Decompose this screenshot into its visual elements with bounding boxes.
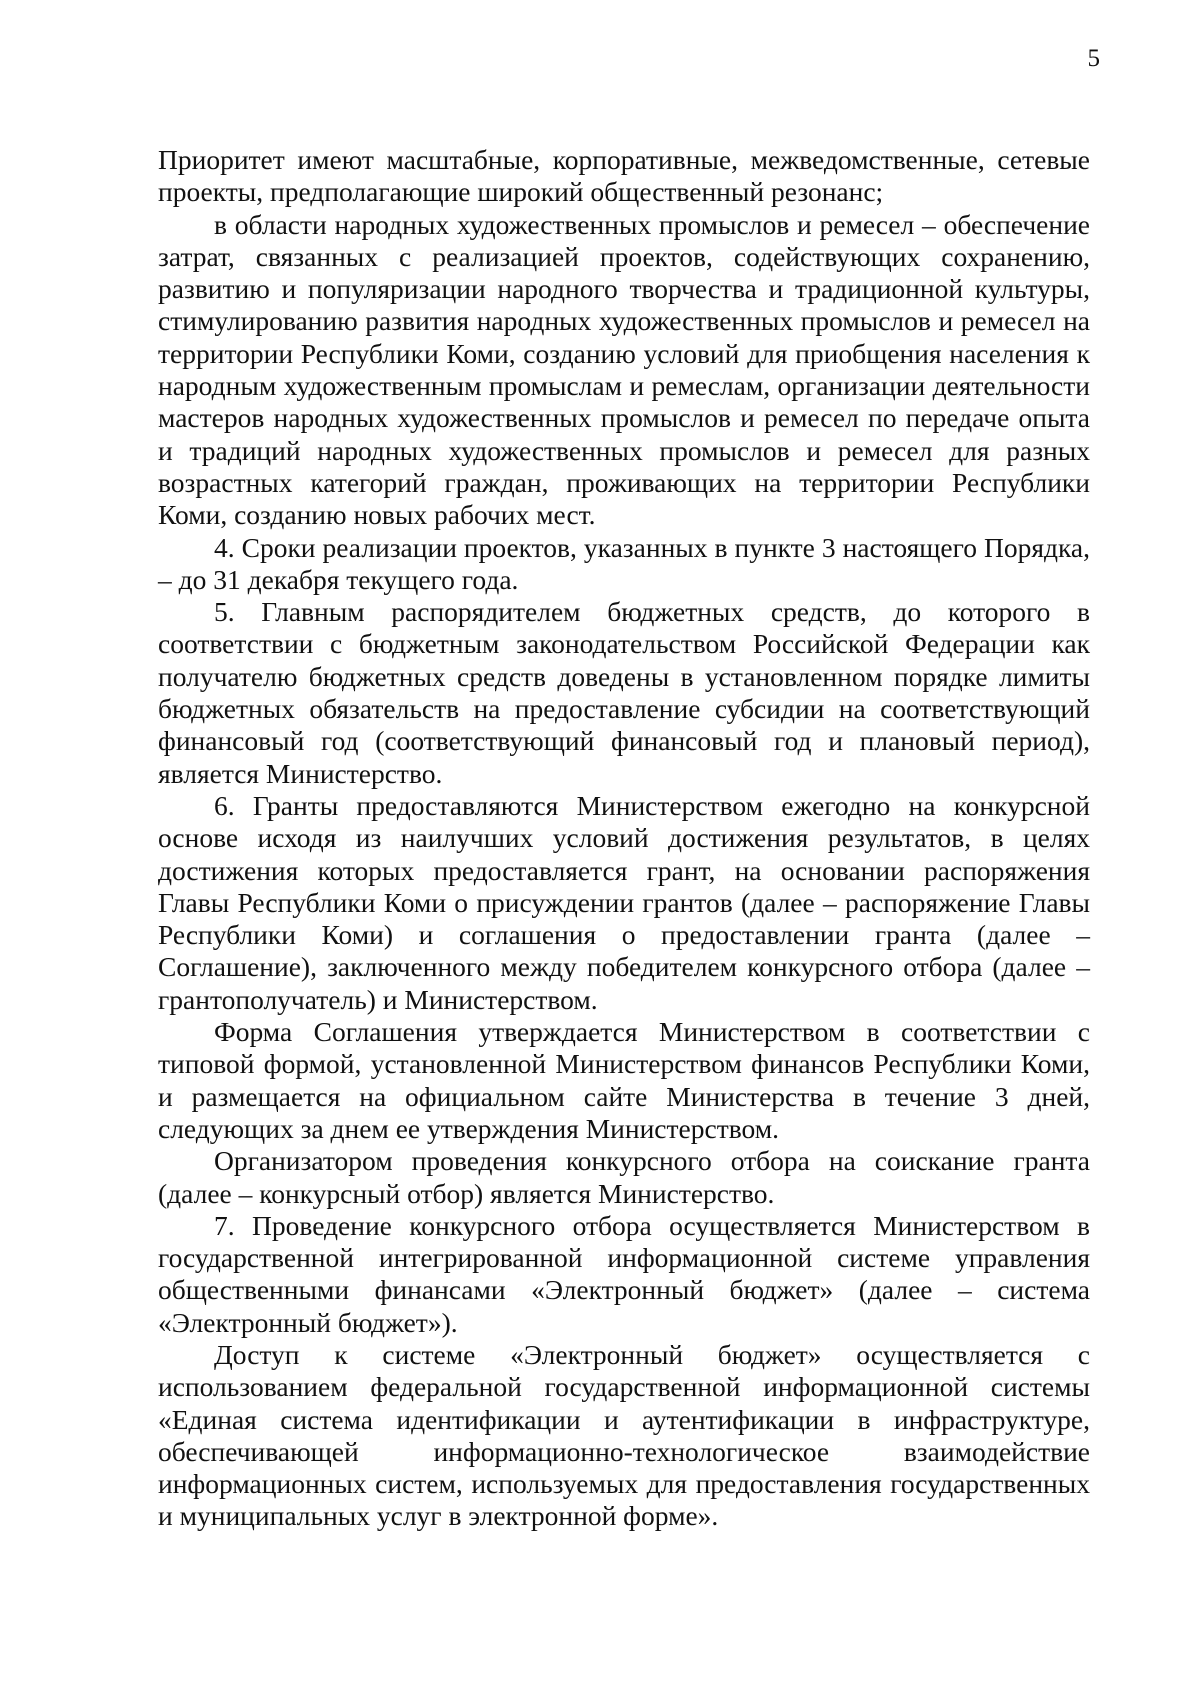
paragraph-item-5: 5. Главным распорядителем бюджетных средств, до которого в соответствии с бюджетным законодательством Российской Федерации как получателю бюджетных средств доведены в установленном порядке лимиты бюджетных обязательств на предоставление субсидии на соответствующий финансовый год (соответствующий финансовый год и плановый период), является Министерство. — [158, 596, 1090, 789]
paragraph-item-6: 6. Гранты предоставляются Министерством ежегодно на конкурсной основе исходя из наилучших условий достижения результатов, в целях достижения которых предоставляется грант, на основании распоряжения Главы Республики Коми о присуждении грантов (далее – распоряжение Главы Республики Коми) и соглашения о предоставлении гранта (далее – Соглашение), заключенного между победителем конкурсного отбора (далее – грантополучатель) и Министерством. — [158, 789, 1090, 1015]
paragraph-crafts: в области народных художественных промыслов и ремесел – обеспечение затрат, связанных с реализацией проектов, содействующих сохранению, развитию и популяризации народного творчества и традиционной культуры, стимулированию развития народных художественных промыслов и ремесел на территории Республики Коми, созданию условий для приобщения населения к народным художественным промыслам и ремеслам, организации деятельности мастеров народных художественных промыслов и ремесел по передаче опыта и традиций народных художественных промыслов и ремесел для разных возрастных категорий граждан, проживающих на территории Республики Коми, созданию новых рабочих мест. — [158, 208, 1090, 531]
paragraph-access: Доступ к системе «Электронный бюджет» осуществляется с использованием федеральной государственной информационной системы «Единая система идентификации и аутентификации в инфраструктуре, обеспечивающей информационно-технологическое взаимодействие информационных систем, используемых для предоставления государственных и муниципальных услуг в электронной форме». — [158, 1338, 1090, 1532]
document-body — [158, 144, 1090, 1533]
paragraph-organizer: Организатором проведения конкурсного отбора на соискание гранта (далее – конкурсный отбор) является Министерство. — [158, 1145, 1090, 1209]
paragraph-agreement-form: Форма Соглашения утверждается Министерством в соответствии с типовой формой, установленной Министерством финансов Республики Коми, и размещается на официальном сайте Министерства в течение 3 дней, следующих за днем ее утверждения Министерством. — [158, 1016, 1090, 1144]
paragraph-item-7: 7. Проведение конкурсного отбора осуществляется Министерством в государственной интегрированной информационной системе управления общественными финансами «Электронный бюджет» (далее – система «Электронный бюджет»). — [158, 1209, 1090, 1338]
paragraph-item-4: 4. Сроки реализации проектов, указанных в пункте 3 настоящего Порядка, – до 31 декабря текущего года. — [158, 531, 1090, 595]
page-number: 5 — [1087, 45, 1100, 72]
paragraph-priority: Приоритет имеют масштабные, корпоративные, межведомственные, сетевые проекты, предполагающие широкий общественный резонанс; — [158, 144, 1090, 208]
